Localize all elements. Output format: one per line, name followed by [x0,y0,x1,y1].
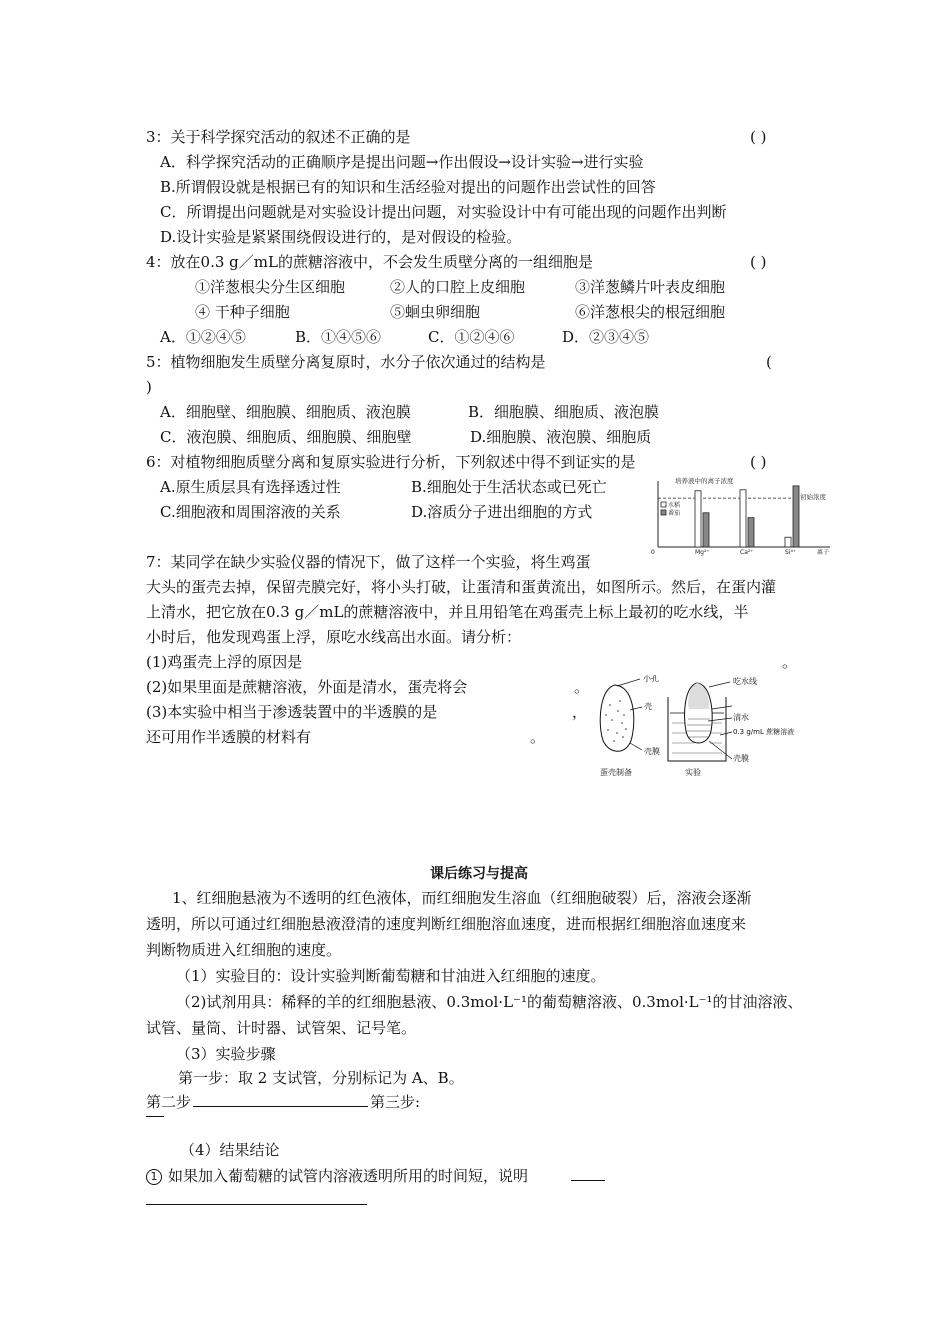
q7-sub-1-end: 。 [782,653,798,671]
q3-option-b: B.所谓假设就是根据已有的知识和生活经验对提出的问题作出尝试性的回答 [160,178,656,196]
caption-shell-prep: 蛋壳制备 [600,768,632,777]
q4-item-2: ②人的口腔上皮细胞 [390,278,526,296]
q6-option-d: D.溶质分子进出细胞的方式 [411,503,593,521]
q7-sub-3: (3)本实验中相当于渗透装置中的半透膜的是 [146,703,438,721]
step-three-label: 第三步: [370,1093,421,1111]
q4-option-b: B．①④⑤⑥ [295,328,382,346]
q7-sub-4: 还可用作半透膜的材料有 [146,728,312,746]
q7-sub-3-end: ， [572,703,588,721]
q6-answer-paren: ( ) [750,453,767,471]
p1-line-1: 1、红细胞悬液为不透明的红色液体，而红细胞发生溶血（红细胞破裂）后，溶液会逐渐 [172,889,752,907]
x-axis-label: 离子 [817,549,830,556]
caption-experiment: 实验 [685,768,701,777]
initial-concentration-label: 初始浓度 [800,493,826,501]
q5-paren-open: ( [766,353,772,371]
ion-concentration-chart [650,473,835,558]
reagents-line-2: 试管、量筒、计时器、试管架、记号笔。 [146,1019,417,1037]
q3-option-c: C．所谓提出问题就是对实验设计提出问题，对实验设计中有可能出现的问题作出判断 [160,203,727,221]
egg-experiment-figure [590,675,840,783]
q4-item-4: ④ 干种子细胞 [195,303,290,321]
label-hole: 小孔 [643,675,659,683]
legend-swatch-tomato [661,510,666,515]
legend-label-tomato: 番茄 [668,510,681,517]
label-shell: 壳 [644,702,652,711]
result-one-blank-b[interactable] [146,1204,367,1205]
p1-line-3: 判断物质进入红细胞的速度。 [146,941,342,959]
step-one: 第一步：取 2 支试管，分别标记为 A、B。 [178,1069,464,1087]
x-tick-si: Si⁴⁺ [785,549,797,556]
q6-stem: 6：对植物细胞质壁分离和复原实验进行分析，下列叙述中得不到证实的是 [146,453,636,471]
egg-shell-drawing [600,679,642,751]
q4-item-3: ③洋葱鳞片叶表皮细胞 [575,278,726,296]
q4-option-c: C．①②④⑥ [428,328,515,346]
p1-line-2: 透明，所以可通过红细胞悬液澄清的速度判断红细胞溶血速度，进而根据红细胞溶血速度来 [146,915,747,933]
reagents-line-1: （2)试剂用具：稀释的羊的红细胞悬液、0.3mol·L⁻¹的葡萄糖溶液、0.3mol·L⁻¹的甘油溶液、 [176,993,803,1011]
legend-label-rice: 水稻 [668,502,681,509]
q7-line-3: 上清水，把它放在0.3 g／mL的蔗糖溶液中，并且用铅笔在鸡蛋壳上标上最初的吃水线，半 [146,603,749,621]
experiment-purpose: （1）实验目的：设计实验判断葡萄糖和甘油进入红细胞的速度。 [176,967,606,985]
bar-水稻-0 [695,491,701,547]
bar-番茄-1 [748,518,754,547]
step-three-blank[interactable] [146,1116,164,1117]
q3-answer-paren: ( ) [750,128,767,146]
legend-swatch-rice [661,502,666,507]
result-one-blank-a[interactable] [571,1180,605,1181]
q6-option-c: C.细胞液和周围溶液的关系 [160,503,341,521]
q4-stem: 4：放在0.3 g／mL的蔗糖溶液中，不会发生质壁分离的一组细胞是 [146,253,593,271]
q4-answer-paren: ( ) [750,253,767,271]
label-waterline: 吃水线 [733,677,757,686]
q6-option-b: B.细胞处于生活状态或已死亡 [411,478,607,496]
chart-origin-label: 0 [651,549,655,556]
step-two-blank[interactable] [193,1106,368,1107]
label-membrane-right: 壳膜 [733,754,749,763]
q7-sub-4-end: 。 [530,728,546,746]
x-tick-ca: Ca²⁺ [740,549,754,556]
result-one-number: 1 [146,1169,162,1185]
results-heading: （4）结果结论 [180,1141,280,1159]
q7-sub-2-end: 。 [574,678,590,696]
q5-stem: 5：植物细胞发生质壁分离复原时，水分子依次通过的结构是 [146,353,546,371]
bar-水稻-2 [785,537,791,547]
x-tick-mg: Mg²⁺ [695,549,710,556]
result-one-text: 如果加入葡萄糖的试管内溶液透明所用的时间短，说明 [168,1167,529,1185]
q7-sub-2: (2)如果里面是蔗糖溶液，外面是清水，蛋壳将会 [146,678,468,696]
q6-option-a: A.原生质层具有选择透过性 [160,478,341,496]
steps-heading: （3）实验步骤 [176,1045,276,1063]
section-title: 课后练习与提高 [430,866,528,882]
q7-sub-1: (1)鸡蛋壳上浮的原因是 [146,653,303,671]
bar-番茄-0 [703,513,709,547]
chart-title: 培养液中的离子浓度 [675,477,734,485]
q5-option-a: A．细胞壁、细胞膜、细胞质、液泡膜 [160,403,411,421]
label-water: 清水 [733,713,749,722]
bar-水稻-1 [740,490,746,547]
q5-option-b: B．细胞膜、细胞质、液泡膜 [468,403,660,421]
q3-stem: 3：关于科学探究活动的叙述不正确的是 [146,128,411,146]
q3-option-a: A．科学探究活动的正确顺序是提出问题→作出假设→设计实验→进行实验 [160,153,644,171]
q4-item-5: ⑤蛔虫卵细胞 [390,303,481,321]
q4-option-a: A．①②④⑤ [160,328,246,346]
label-membrane-left: 壳膜 [644,747,660,756]
q5-option-d: D.细胞膜、液泡膜、细胞质 [470,428,652,446]
q3-option-d: D.设计实验是紧紧围绕假设进行的，是对假设的检验。 [160,228,522,246]
q7-line-2: 大头的蛋壳去掉，保留壳膜完好，将小头打破，让蛋清和蛋黄流出，如图所示。然后，在蛋内灌 [146,578,777,596]
result-one [146,1166,528,1186]
label-sucrose: 0.3 g/mL 蔗糖溶液 [733,728,795,736]
q4-option-d: D．②③④⑤ [562,328,650,346]
step-two-label: 第二步 [146,1093,192,1111]
q4-item-1: ①洋葱根尖分生区细胞 [195,278,346,296]
q5-option-c: C．液泡膜、细胞质、细胞膜、细胞壁 [160,428,412,446]
q5-paren-close: ) [146,378,152,396]
q7-line-4: 小时后，他发现鸡蛋上浮，原吃水线高出水面。请分析： [146,628,522,646]
q7-line-1: 7：某同学在缺少实验仪器的情况下，做了这样一个实验，将生鸡蛋 [146,553,591,571]
bar-番茄-2 [793,486,799,547]
beaker-drawing [668,682,732,761]
q4-item-6: ⑥洋葱根尖的根冠细胞 [575,303,726,321]
